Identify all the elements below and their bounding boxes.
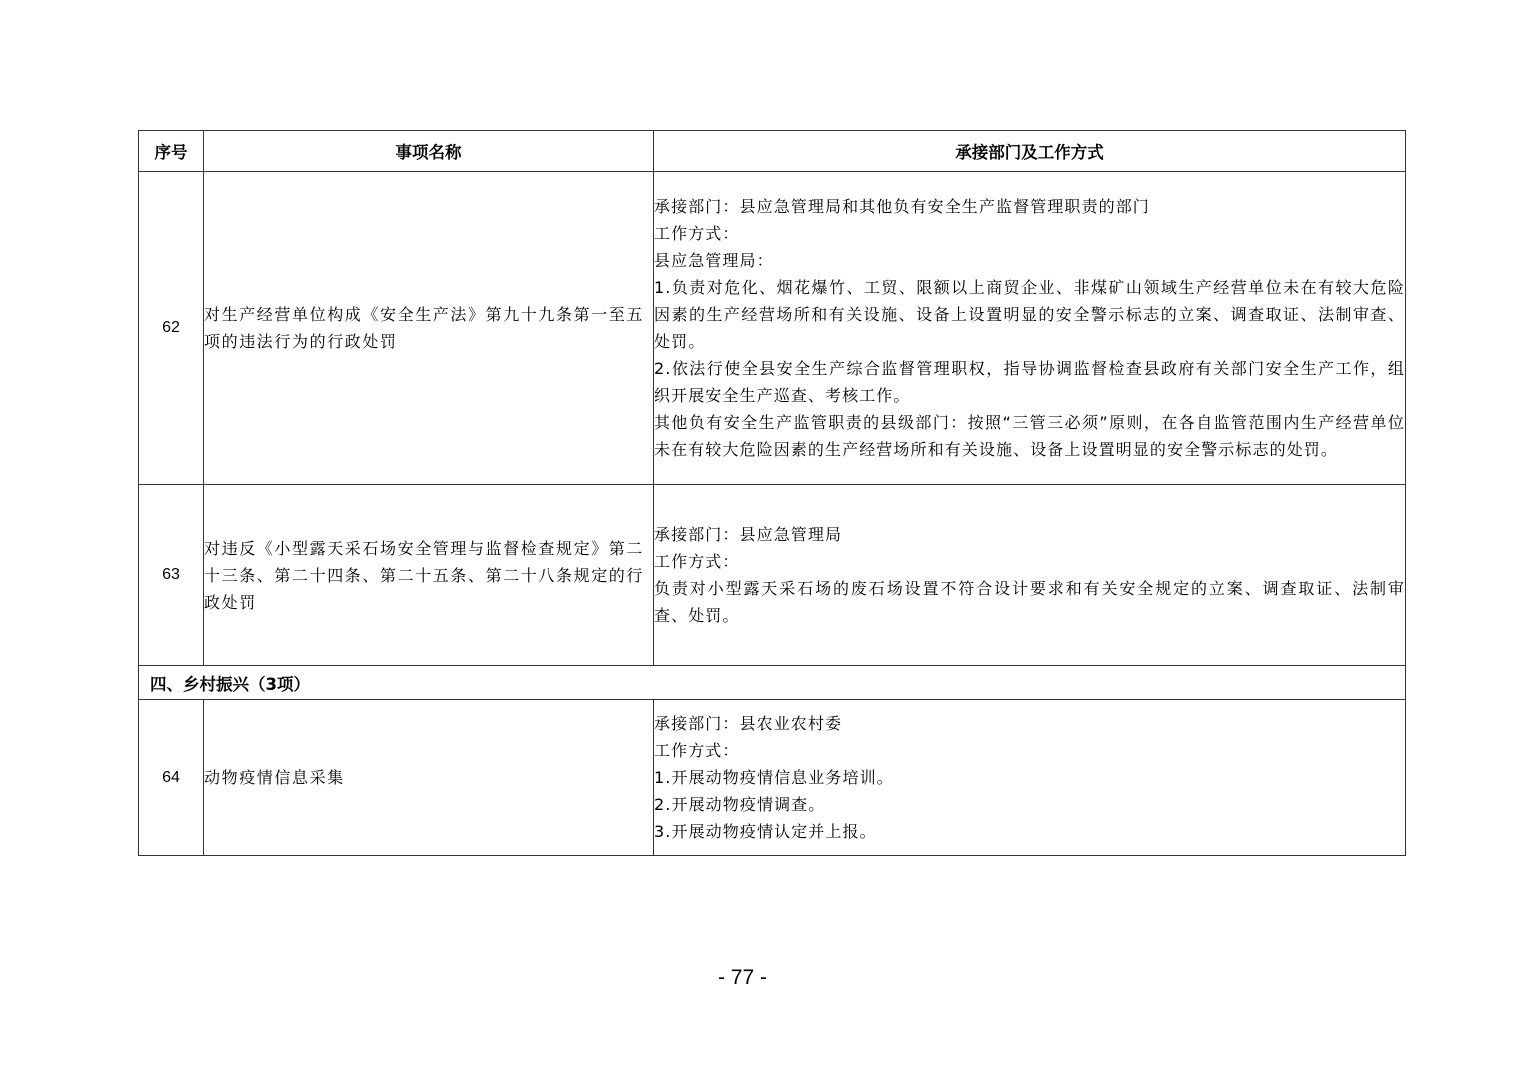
dept-line: 工作方式： (654, 741, 740, 760)
row-item-name: 动物疫情信息采集 (204, 700, 654, 856)
dept-line: 其他负有安全生产监管职责的县级部门：按照“三管三必须”原则，在各自监管范围内生产经营单位未在有较大危险因素的生产经营场所和有关设施、设备上设置明显的安全警示标志的处罚。 (654, 413, 1405, 459)
header-name: 事项名称 (204, 131, 654, 172)
dept-line: 2.开展动物疫情调查。 (654, 795, 826, 814)
dept-line: 3.开展动物疫情认定并上报。 (654, 822, 877, 841)
table-header-row (139, 131, 1406, 172)
table-row (139, 700, 1406, 856)
dept-line: 2.依法行使全县安全生产综合监督管理职权，指导协调监督检查县政府有关部门安全生产工作，组织开展安全生产巡查、考核工作。 (654, 359, 1405, 405)
dept-line: 1.开展动物疫情信息业务培训。 (654, 768, 894, 787)
row-number: 63 (139, 485, 204, 666)
row-dept-method (654, 700, 1406, 856)
section-title: 四、乡村振兴（3项） (139, 666, 1406, 700)
dept-line: 承接部门：县农业农村委 (654, 714, 843, 733)
dept-line: 工作方式： (654, 224, 740, 243)
dept-line: 工作方式： (654, 552, 740, 571)
row-item-name: 对违反《小型露天采石场安全管理与监督检查规定》第二十三条、第二十四条、第二十五条、第二十八条规定的行政处罚 (204, 485, 654, 666)
row-item-name: 对生产经营单位构成《安全生产法》第九十九条第一至五项的违法行为的行政处罚 (204, 172, 654, 485)
dept-line: 县应急管理局： (654, 251, 774, 270)
dept-line: 1.负责对危化、烟花爆竹、工贸、限额以上商贸企业、非煤矿山领域生产经营单位未在有较大危险因素的生产经营场所和有关设施、设备上设置明显的安全警示标志的立案、调查取证、法制审查、处罚。 (654, 278, 1405, 351)
matters-table (138, 130, 1406, 856)
row-dept-method (654, 172, 1406, 485)
header-dept: 承接部门及工作方式 (654, 131, 1406, 172)
dept-line: 负责对小型露天采石场的废石场设置不符合设计要求和有关安全规定的立案、调查取证、法制审查、处罚。 (654, 579, 1405, 625)
row-dept-method (654, 485, 1406, 666)
row-number: 64 (139, 700, 204, 856)
table-row (139, 172, 1406, 485)
dept-line: 承接部门：县应急管理局和其他负有安全生产监督管理职责的部门 (654, 197, 1150, 216)
page-number: - 77 - (717, 966, 767, 989)
table-row (139, 485, 1406, 666)
section-row (139, 666, 1406, 700)
dept-line: 承接部门：县应急管理局 (654, 525, 843, 544)
header-no: 序号 (139, 131, 204, 172)
row-number: 62 (139, 172, 204, 485)
